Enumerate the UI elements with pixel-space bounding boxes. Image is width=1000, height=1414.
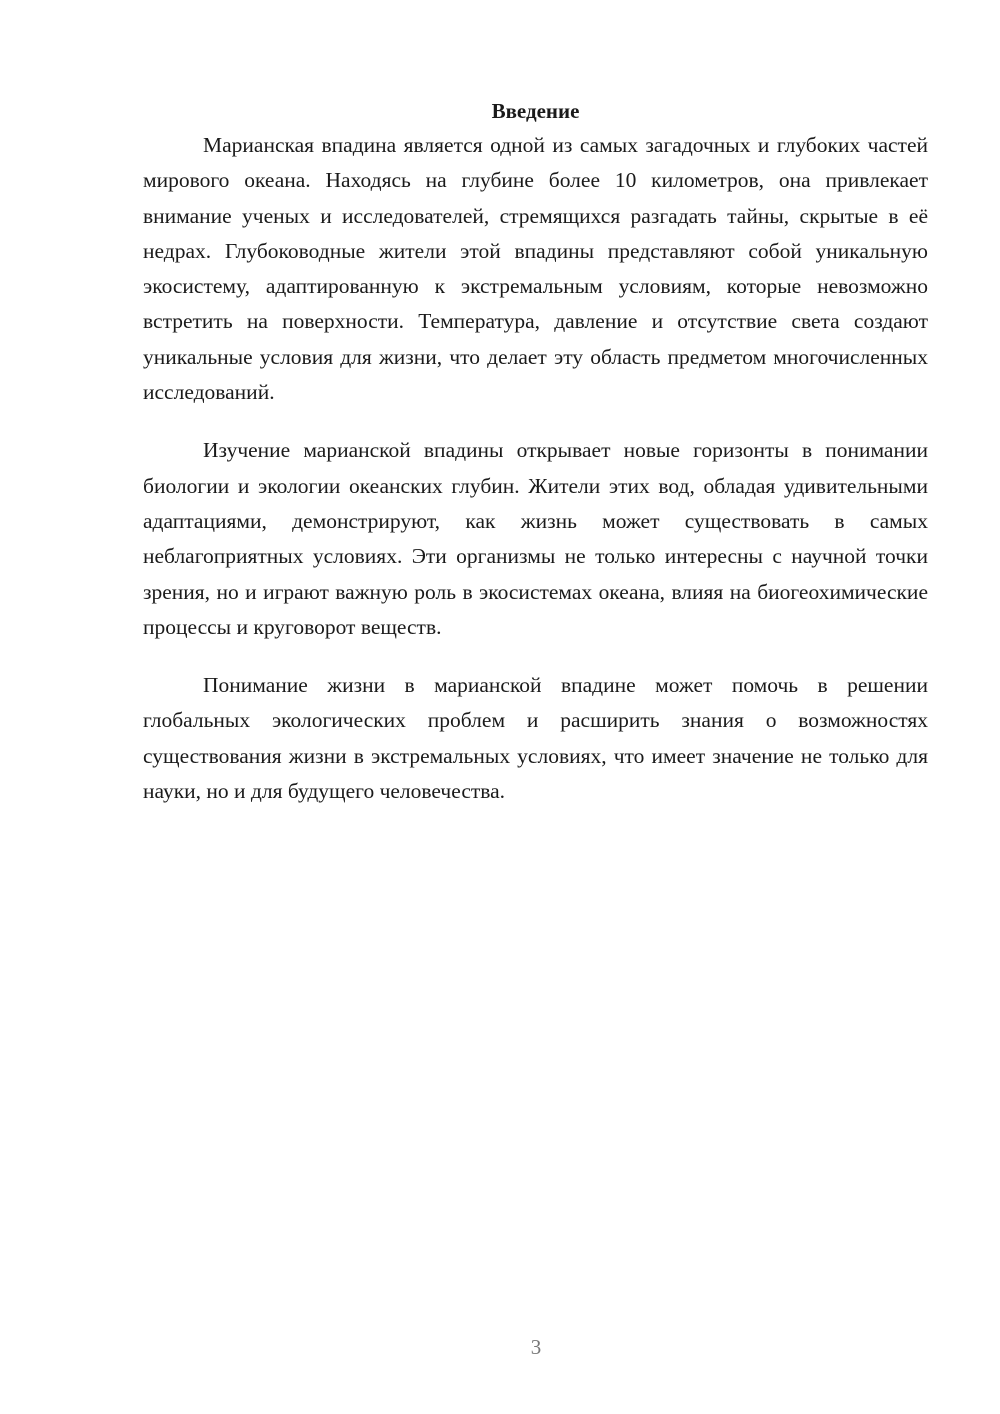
section-heading: Введение <box>491 99 580 123</box>
paragraph-3: Понимание жизни в марианской впадине может помочь в решении глобальных экологических проблем и расширить знания о возможностях существования жизни в экстремальных условиях, что имеет значение не только для науки, но и для будущего человечества. <box>143 673 928 804</box>
page-content <box>143 96 928 809</box>
paragraph-2: Изучение марианской впадины открывает новые горизонты в понимании биологии и экологии океанских глубин. Жители этих вод, обладая удивительными адаптациями, демонстрируют, как жизнь может существовать в самых неблагоприятных условиях. Эти организмы не только интересны с научной точки зрения, но и играют важную роль в экосистемах океана, влияя на биогеохимические процессы и круговорот веществ. <box>143 438 928 639</box>
paragraph-1: Марианская впадина является одной из самых загадочных и глубоких частей мирового океана. Находясь на глубине более 10 километров, она привлекает внимание ученых и исследователей, стремящихся разгадать тайны, скрытые в её недрах. Глубоководные жители этой впадины представляют собой уникальную экосистему, адаптированную к экстремальным условиям, которые невозможно встретить на поверхности. Температура, давление и отсутствие света создают уникальные условия для жизни, что делает эту область предметом многочисленных исследований. <box>143 133 928 405</box>
page-number: 3 <box>530 1335 542 1359</box>
